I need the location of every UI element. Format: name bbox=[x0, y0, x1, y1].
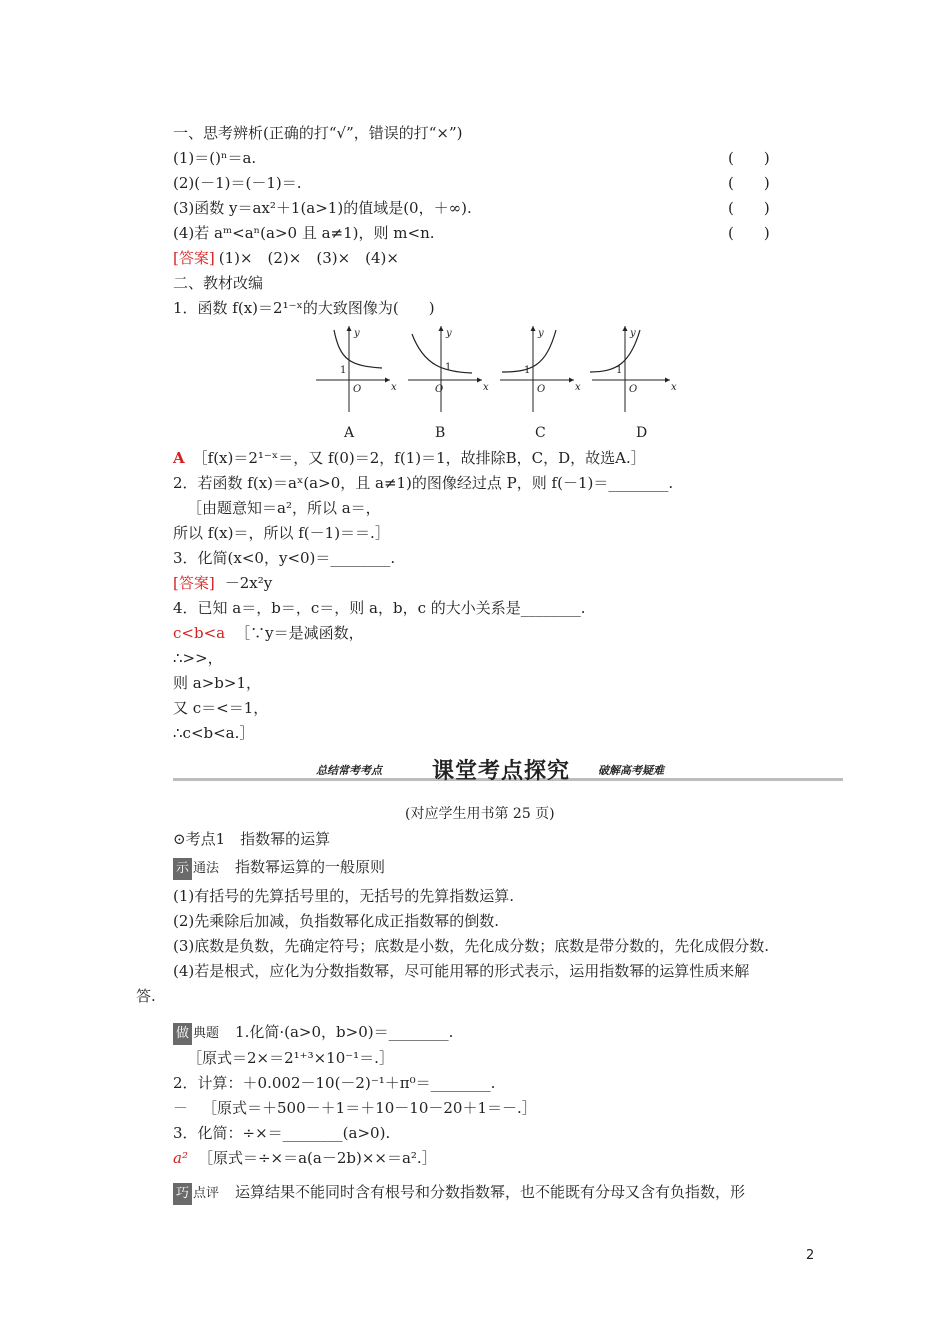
dianti-tag-label: 典题 bbox=[193, 1026, 220, 1041]
question-4-answer bbox=[173, 623, 364, 643]
answer-paren: ( ) bbox=[728, 174, 770, 192]
one-label: 1 bbox=[616, 365, 623, 376]
figure-label-d: D bbox=[636, 425, 648, 441]
question-4-line: ∴c<b<a.］ bbox=[173, 724, 255, 742]
section1-heading: 一、思考辨析(正确的打“√”，错误的打“×”) bbox=[173, 124, 463, 142]
question-2: 2．若函数 f(x)＝aˣ(a>0，且 a≠1)的图像经过点 P，则 f(－1)＝________. bbox=[173, 474, 674, 492]
dianti-tag: 做 bbox=[173, 1023, 192, 1045]
answer-highlight: a² bbox=[173, 1149, 188, 1167]
answer-paren: ( ) bbox=[728, 224, 770, 242]
origin-label: O bbox=[537, 384, 546, 395]
figure-label-a: A bbox=[344, 425, 355, 441]
figure-label-b: B bbox=[435, 425, 446, 441]
question-3-answer bbox=[173, 573, 272, 593]
question-1: 1．函数 f(x)＝2¹⁻ˣ的大致图像为( ) bbox=[173, 299, 435, 317]
kaodian-heading: ⊙考点1 指数幂的运算 bbox=[173, 830, 331, 848]
tongfa-tag-label: 通法 bbox=[193, 861, 220, 876]
graph-a bbox=[316, 326, 397, 412]
dianti-q1-answer: ［原式＝2×＝2¹⁺³×10⁻¹＝.］ bbox=[187, 1049, 394, 1067]
tongfa-item: (3)底数是负数，先确定符号；底数是小数，先化成分数；底数是带分数的，先化成假分数. bbox=[173, 937, 770, 955]
dianping-tag-label: 点评 bbox=[193, 1186, 220, 1201]
graph-c bbox=[500, 326, 581, 412]
tongfa-item: (1)有括号的先算括号里的，无括号的先算指数运算. bbox=[173, 887, 515, 905]
dianti-q2: 2．计算：＋0.002－10(－2)⁻¹＋π⁰＝________. bbox=[173, 1074, 496, 1092]
answer-text: －2x²y bbox=[224, 574, 273, 592]
banner-right-text: 破解高考疑难 bbox=[598, 764, 664, 777]
item-2: (2)(－1)＝(－1)＝. bbox=[173, 174, 302, 192]
question-2-answer-line1: ［由题意知＝a²，所以 a＝， bbox=[187, 499, 381, 517]
banner-left-text: 总结常考考点 bbox=[316, 764, 382, 777]
item-1: (1)＝()ⁿ＝a. bbox=[173, 149, 257, 167]
page-number: 2 bbox=[806, 1248, 815, 1263]
question-4-line: ∴>>， bbox=[173, 649, 223, 667]
question-3: 3．化简(x<0，y<0)＝________. bbox=[173, 549, 396, 567]
one-label: 1 bbox=[445, 362, 452, 373]
answer-letter: A bbox=[173, 449, 185, 467]
item-4: (4)若 aᵐ<aⁿ(a>0 且 a≠1)，则 m<n. bbox=[173, 224, 435, 242]
tongfa-header bbox=[173, 857, 385, 880]
tongfa-item: (2)先乘除后加减，负指数幂化成正指数幂的倒数. bbox=[173, 912, 500, 930]
answer-highlight: c<b<a bbox=[173, 624, 226, 642]
x-axis-label: x bbox=[391, 382, 397, 393]
question-4-line: 则 a>b>1， bbox=[173, 674, 261, 692]
dianti-q3-answer bbox=[173, 1148, 437, 1168]
x-axis-label: x bbox=[483, 382, 489, 393]
answer-label: [答案] bbox=[173, 249, 215, 267]
tongfa-tag: 示 bbox=[173, 858, 192, 880]
question-2-answer-line2: 所以 f(x)＝，所以 f(－1)＝＝.］ bbox=[173, 524, 390, 542]
section1-answer bbox=[173, 248, 399, 268]
x-axis-label: x bbox=[575, 382, 581, 393]
question-4: 4．已知 a＝，b＝，c＝，则 a，b，c 的大小关系是________. bbox=[173, 599, 586, 617]
origin-label: O bbox=[435, 384, 444, 395]
y-axis-label: y bbox=[630, 328, 636, 339]
question-4-line: 又 c＝<＝1， bbox=[173, 699, 269, 717]
answer-highlight: － bbox=[173, 1099, 189, 1117]
one-label: 1 bbox=[340, 365, 347, 376]
tongfa-item: (4)若是根式，应化为分数指数幂，尽可能用幂的形式表示，运用指数幂的运算性质来解 bbox=[173, 962, 750, 980]
dianping-text: 运算结果不能同时含有根号和分数指数幂，也不能既有分母又含有负指数，形 bbox=[235, 1183, 746, 1201]
answer-text: ［原式＝÷×＝a(a－2b)××＝a².］ bbox=[197, 1149, 437, 1167]
dianping-row bbox=[173, 1182, 745, 1205]
origin-label: O bbox=[629, 384, 638, 395]
answer-label: [答案] bbox=[173, 574, 215, 592]
y-axis-label: y bbox=[538, 328, 544, 339]
tongfa-item: 答. bbox=[136, 987, 156, 1005]
graph-figure bbox=[310, 322, 680, 414]
x-axis-label: x bbox=[671, 382, 677, 393]
graph-d bbox=[590, 326, 677, 412]
section2-heading: 二、教材改编 bbox=[173, 274, 264, 292]
item-3: (3)函数 y＝ax²＋1(a>1)的值域是(0，＋∞). bbox=[173, 199, 472, 217]
answer-text: (1)× (2)× (3)× (4)× bbox=[218, 249, 399, 267]
y-axis-label: y bbox=[446, 328, 452, 339]
dianping-tag: 巧 bbox=[173, 1183, 192, 1205]
question-1-answer bbox=[173, 448, 646, 468]
y-axis-label: y bbox=[354, 328, 360, 339]
answer-text: ［∵y＝是减函数， bbox=[235, 624, 364, 642]
banner-title: 课堂考点探究 bbox=[432, 759, 571, 784]
origin-label: O bbox=[353, 384, 362, 395]
answer-paren: ( ) bbox=[728, 199, 770, 217]
dianti-q3: 3．化简：÷×＝________(a>0). bbox=[173, 1124, 391, 1142]
one-label: 1 bbox=[524, 365, 531, 376]
tongfa-title: 指数幂运算的一般原则 bbox=[235, 858, 386, 876]
dianti-header bbox=[173, 1022, 453, 1045]
dianti-q1: 1.化简·(a>0，b>0)＝________. bbox=[235, 1023, 454, 1041]
answer-text: ［原式＝＋500－＋1＝＋10－10－20＋1＝－.］ bbox=[202, 1099, 537, 1117]
graph-b bbox=[408, 326, 489, 412]
answer-explanation: ［f(x)＝2¹⁻ˣ＝，又 f(0)＝2，f(1)＝1，故排除B，C，D，故选A.］ bbox=[192, 449, 646, 467]
reference-note: (对应学生用书第 25 页) bbox=[405, 806, 555, 822]
answer-paren: ( ) bbox=[728, 149, 770, 167]
figure-label-c: C bbox=[535, 425, 546, 441]
dianti-q2-answer bbox=[173, 1098, 537, 1118]
